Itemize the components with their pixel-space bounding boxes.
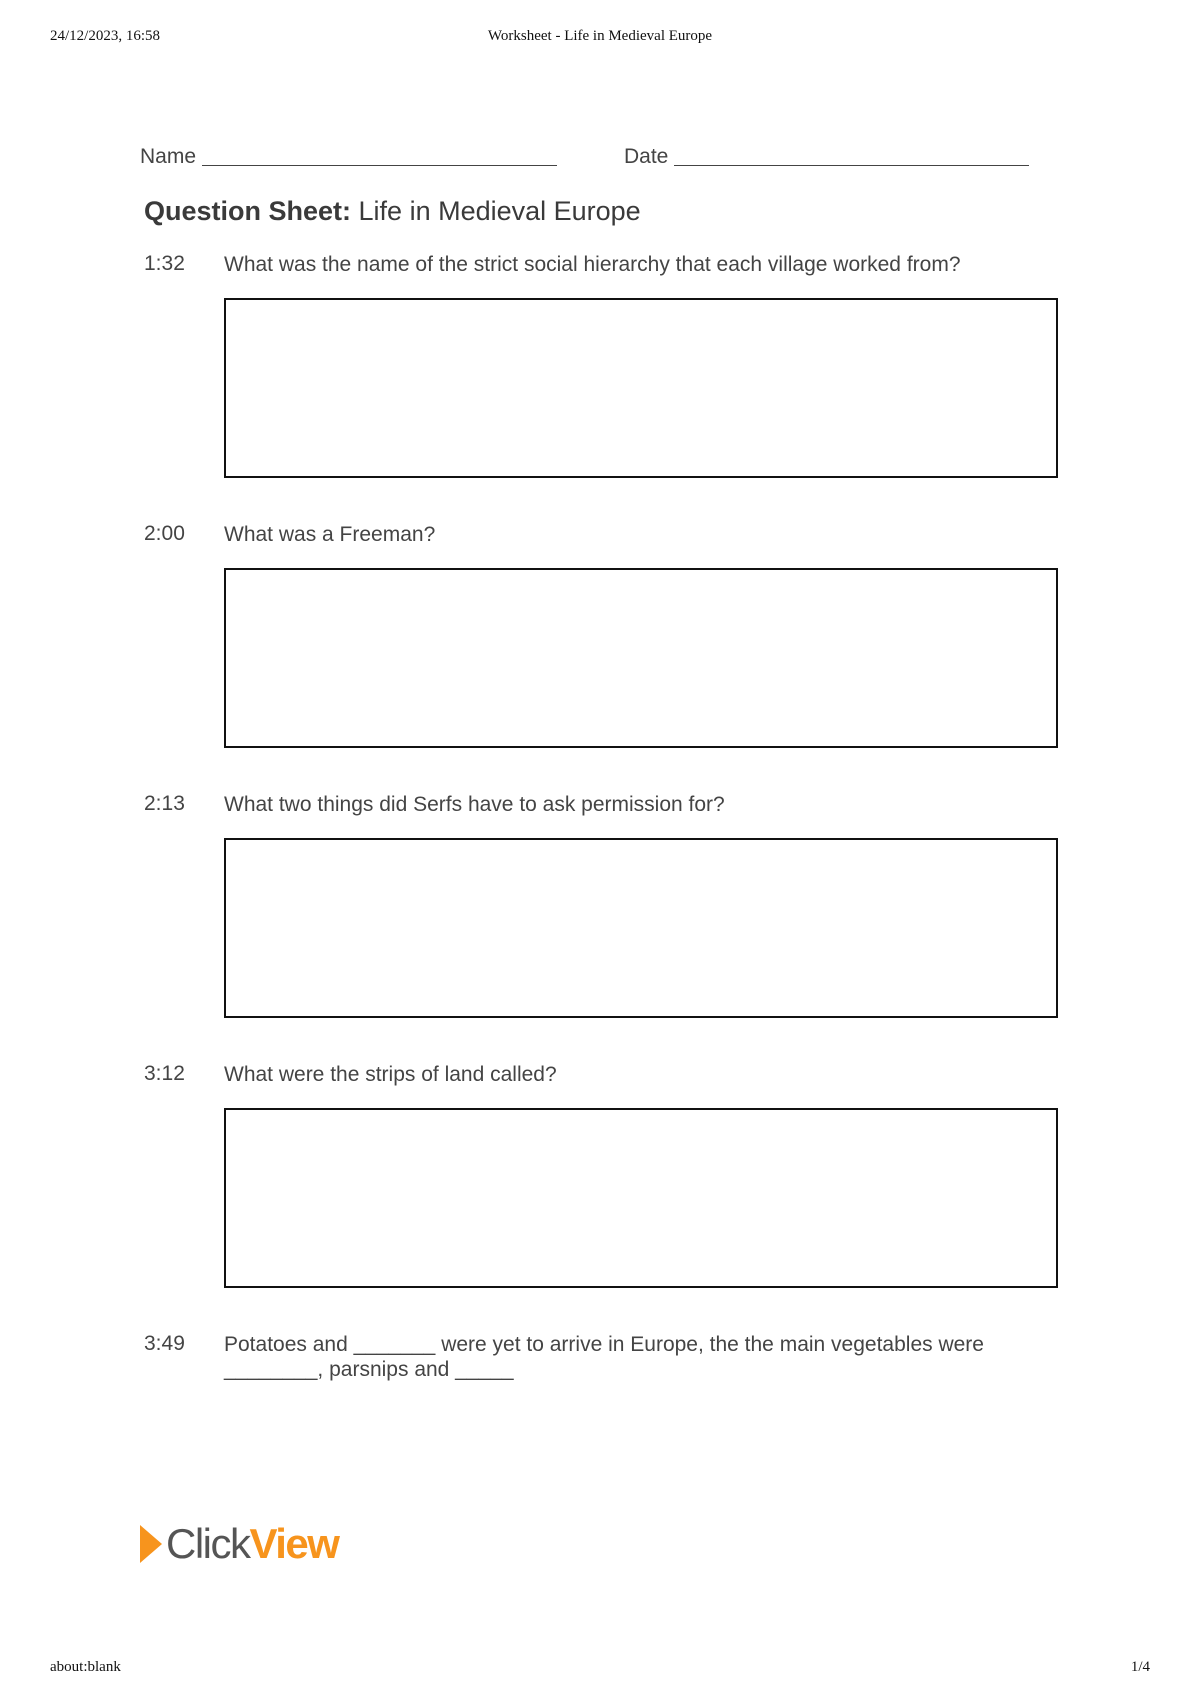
question-text: What was a Freeman? xyxy=(224,523,436,546)
question-text-line-2: ________, parsnips and _____ xyxy=(224,1358,514,1381)
sheet-title-rest: Life in Medieval Europe xyxy=(351,196,641,226)
print-url: about:blank xyxy=(50,1659,121,1675)
date-label: Date xyxy=(624,145,669,168)
name-field xyxy=(140,142,557,169)
question-time: 2:13 xyxy=(144,792,185,815)
question-time: 3:49 xyxy=(144,1332,185,1355)
date-blank-line[interactable] xyxy=(674,145,1029,166)
question-time: 1:32 xyxy=(144,252,185,275)
question-text xyxy=(224,1332,1064,1382)
sheet-title xyxy=(144,196,641,227)
answer-box[interactable] xyxy=(224,298,1058,478)
answer-box[interactable] xyxy=(224,838,1058,1018)
print-datetime: 24/12/2023, 16:58 xyxy=(50,28,161,44)
logo-text-click: Click xyxy=(166,1520,250,1567)
name-label: Name xyxy=(140,145,197,168)
answer-box[interactable] xyxy=(224,1108,1058,1288)
question-time: 3:12 xyxy=(144,1062,185,1085)
logo-text-view: View xyxy=(249,1520,339,1567)
question-text-line-1: Potatoes and _______ were yet to arrive in Europe, the the main vegetables were xyxy=(224,1333,984,1356)
question-text: What two things did Serfs have to ask permission for? xyxy=(224,793,725,816)
question-text: What was the name of the strict social hierarchy that each village worked from? xyxy=(224,253,961,276)
answer-box[interactable] xyxy=(224,568,1058,748)
question-text: What were the strips of land called? xyxy=(224,1063,557,1086)
name-blank-line[interactable] xyxy=(202,145,557,166)
clickview-logo xyxy=(140,1520,338,1568)
print-page-title: Worksheet - Life in Medieval Europe xyxy=(487,28,713,44)
sheet-title-bold: Question Sheet: xyxy=(144,196,352,226)
date-field xyxy=(624,142,1029,169)
print-page-number: 1/4 xyxy=(1130,1659,1150,1675)
play-triangle-icon xyxy=(140,1525,162,1563)
question-time: 2:00 xyxy=(144,522,185,545)
